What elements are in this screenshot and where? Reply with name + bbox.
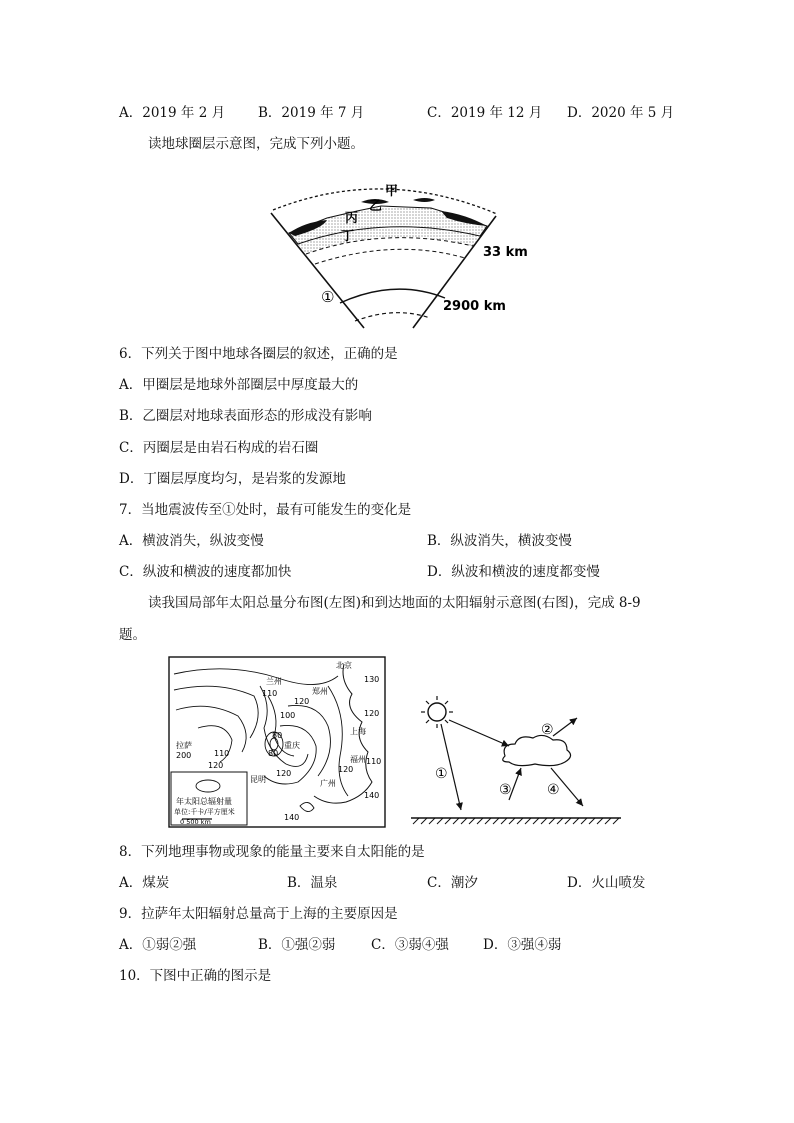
- city-fuzhou: 福州: [350, 755, 366, 764]
- depth-2900km: 2900 km: [443, 299, 506, 314]
- intro-solar-line1: 读我国局部年太阳总量分布图(左图)和到达地面的太阳辐射示意图(右图)，完成 8-9: [148, 595, 641, 611]
- intro-earth-layers: 读地球圈层示意图，完成下列小题。: [148, 136, 364, 152]
- map-value: 80: [268, 749, 279, 758]
- map-value: 120: [294, 697, 310, 706]
- q6-option-c: C．丙圈层是由岩石构成的岩石圈: [119, 440, 319, 456]
- q9-stem: 9．拉萨年太阳辐射总量高于上海的主要原因是: [119, 906, 398, 922]
- map-scale: 0 500 km: [180, 818, 211, 826]
- city-guangzhou: 广州: [320, 779, 336, 788]
- earth-layers-figure: [265, 178, 535, 333]
- map-value: 120: [276, 769, 292, 778]
- q7-option-a: A．横波消失，纵波变慢: [119, 533, 264, 549]
- legend-unit: 单位:千卡/平方厘米: [174, 808, 235, 816]
- map-value: 80: [272, 731, 283, 740]
- city-lanzhou: 兰州: [266, 677, 282, 686]
- label-circle-1: ①: [321, 288, 335, 306]
- map-value: 110: [366, 757, 382, 766]
- q7-option-c: C．纵波和横波的速度都加快: [119, 564, 292, 580]
- q9-option-c: C．③弱④强: [371, 937, 449, 953]
- map-value: 130: [364, 675, 380, 684]
- q5-option-c: C．2019 年 12 月: [427, 105, 543, 121]
- map-value: 120: [338, 765, 354, 774]
- q10-stem: 10．下图中正确的图示是: [119, 968, 272, 984]
- q8-option-b: B．温泉: [287, 875, 338, 891]
- q5-option-d: D．2020 年 5 月: [567, 105, 675, 121]
- city-chongqing: 重庆: [284, 741, 300, 750]
- map-value: 200: [176, 751, 192, 760]
- map-value: 110: [214, 749, 230, 758]
- q6-option-b: B．乙圈层对地球表面形态的形成没有影响: [119, 408, 372, 424]
- city-lhasa: 拉萨: [176, 741, 192, 750]
- city-shanghai: 上海: [350, 727, 366, 736]
- map-value: 120: [208, 761, 224, 770]
- q8-stem: 8．下列地理事物或现象的能量主要来自太阳能的是: [119, 844, 425, 860]
- label-yi: 乙: [369, 199, 383, 214]
- map-value: 140: [364, 791, 380, 800]
- map-value: 100: [280, 711, 296, 720]
- q7-option-b: B．纵波消失，横波变慢: [427, 533, 572, 549]
- radiation-label-2: ②: [541, 722, 554, 738]
- q6-option-a: A．甲圈层是地球外部圈层中厚度最大的: [119, 377, 359, 393]
- cloud-icon: [503, 735, 571, 765]
- depth-33km: 33 km: [483, 245, 528, 260]
- map-value: 140: [284, 813, 300, 822]
- sun-icon: [428, 703, 446, 721]
- radiation-label-4: ④: [547, 782, 560, 798]
- q9-option-b: B．①强②弱: [258, 937, 336, 953]
- q5-option-b: B．2019 年 7 月: [258, 105, 365, 121]
- q5-option-a: A．2019 年 2 月: [119, 105, 226, 121]
- city-beijing: 北京: [336, 661, 352, 670]
- intro-solar-line2: 题。: [119, 627, 146, 643]
- q8-option-d: D．火山喷发: [567, 875, 646, 891]
- q9-option-d: D．③强④弱: [483, 937, 562, 953]
- city-kunming: 昆明: [250, 775, 266, 784]
- q6-stem: 6．下列关于图中地球各圈层的叙述，正确的是: [119, 346, 398, 362]
- legend-title: 年太阳总辐射量: [176, 797, 232, 806]
- label-ding: 丁: [341, 229, 355, 244]
- q7-option-d: D．纵波和横波的速度都变慢: [427, 564, 600, 580]
- map-value: 120: [364, 709, 380, 718]
- radiation-label-3: ③: [499, 782, 512, 798]
- radiation-schematic: [405, 688, 627, 830]
- q8-option-c: C．潮汐: [427, 875, 478, 891]
- q8-option-a: A．煤炭: [119, 875, 170, 891]
- solar-radiation-map: [168, 656, 386, 828]
- q9-option-a: A．①弱②强: [119, 937, 197, 953]
- label-jia: 甲: [385, 184, 399, 199]
- q7-stem: 7．当地震波传至①处时，最有可能发生的变化是: [119, 502, 412, 518]
- map-value: 110: [262, 689, 278, 698]
- q6-option-d: D．丁圈层厚度均匀，是岩浆的发源地: [119, 471, 346, 487]
- label-bing: 丙: [345, 211, 359, 226]
- city-zhengzhou: 郑州: [312, 687, 328, 696]
- radiation-label-1: ①: [435, 766, 448, 782]
